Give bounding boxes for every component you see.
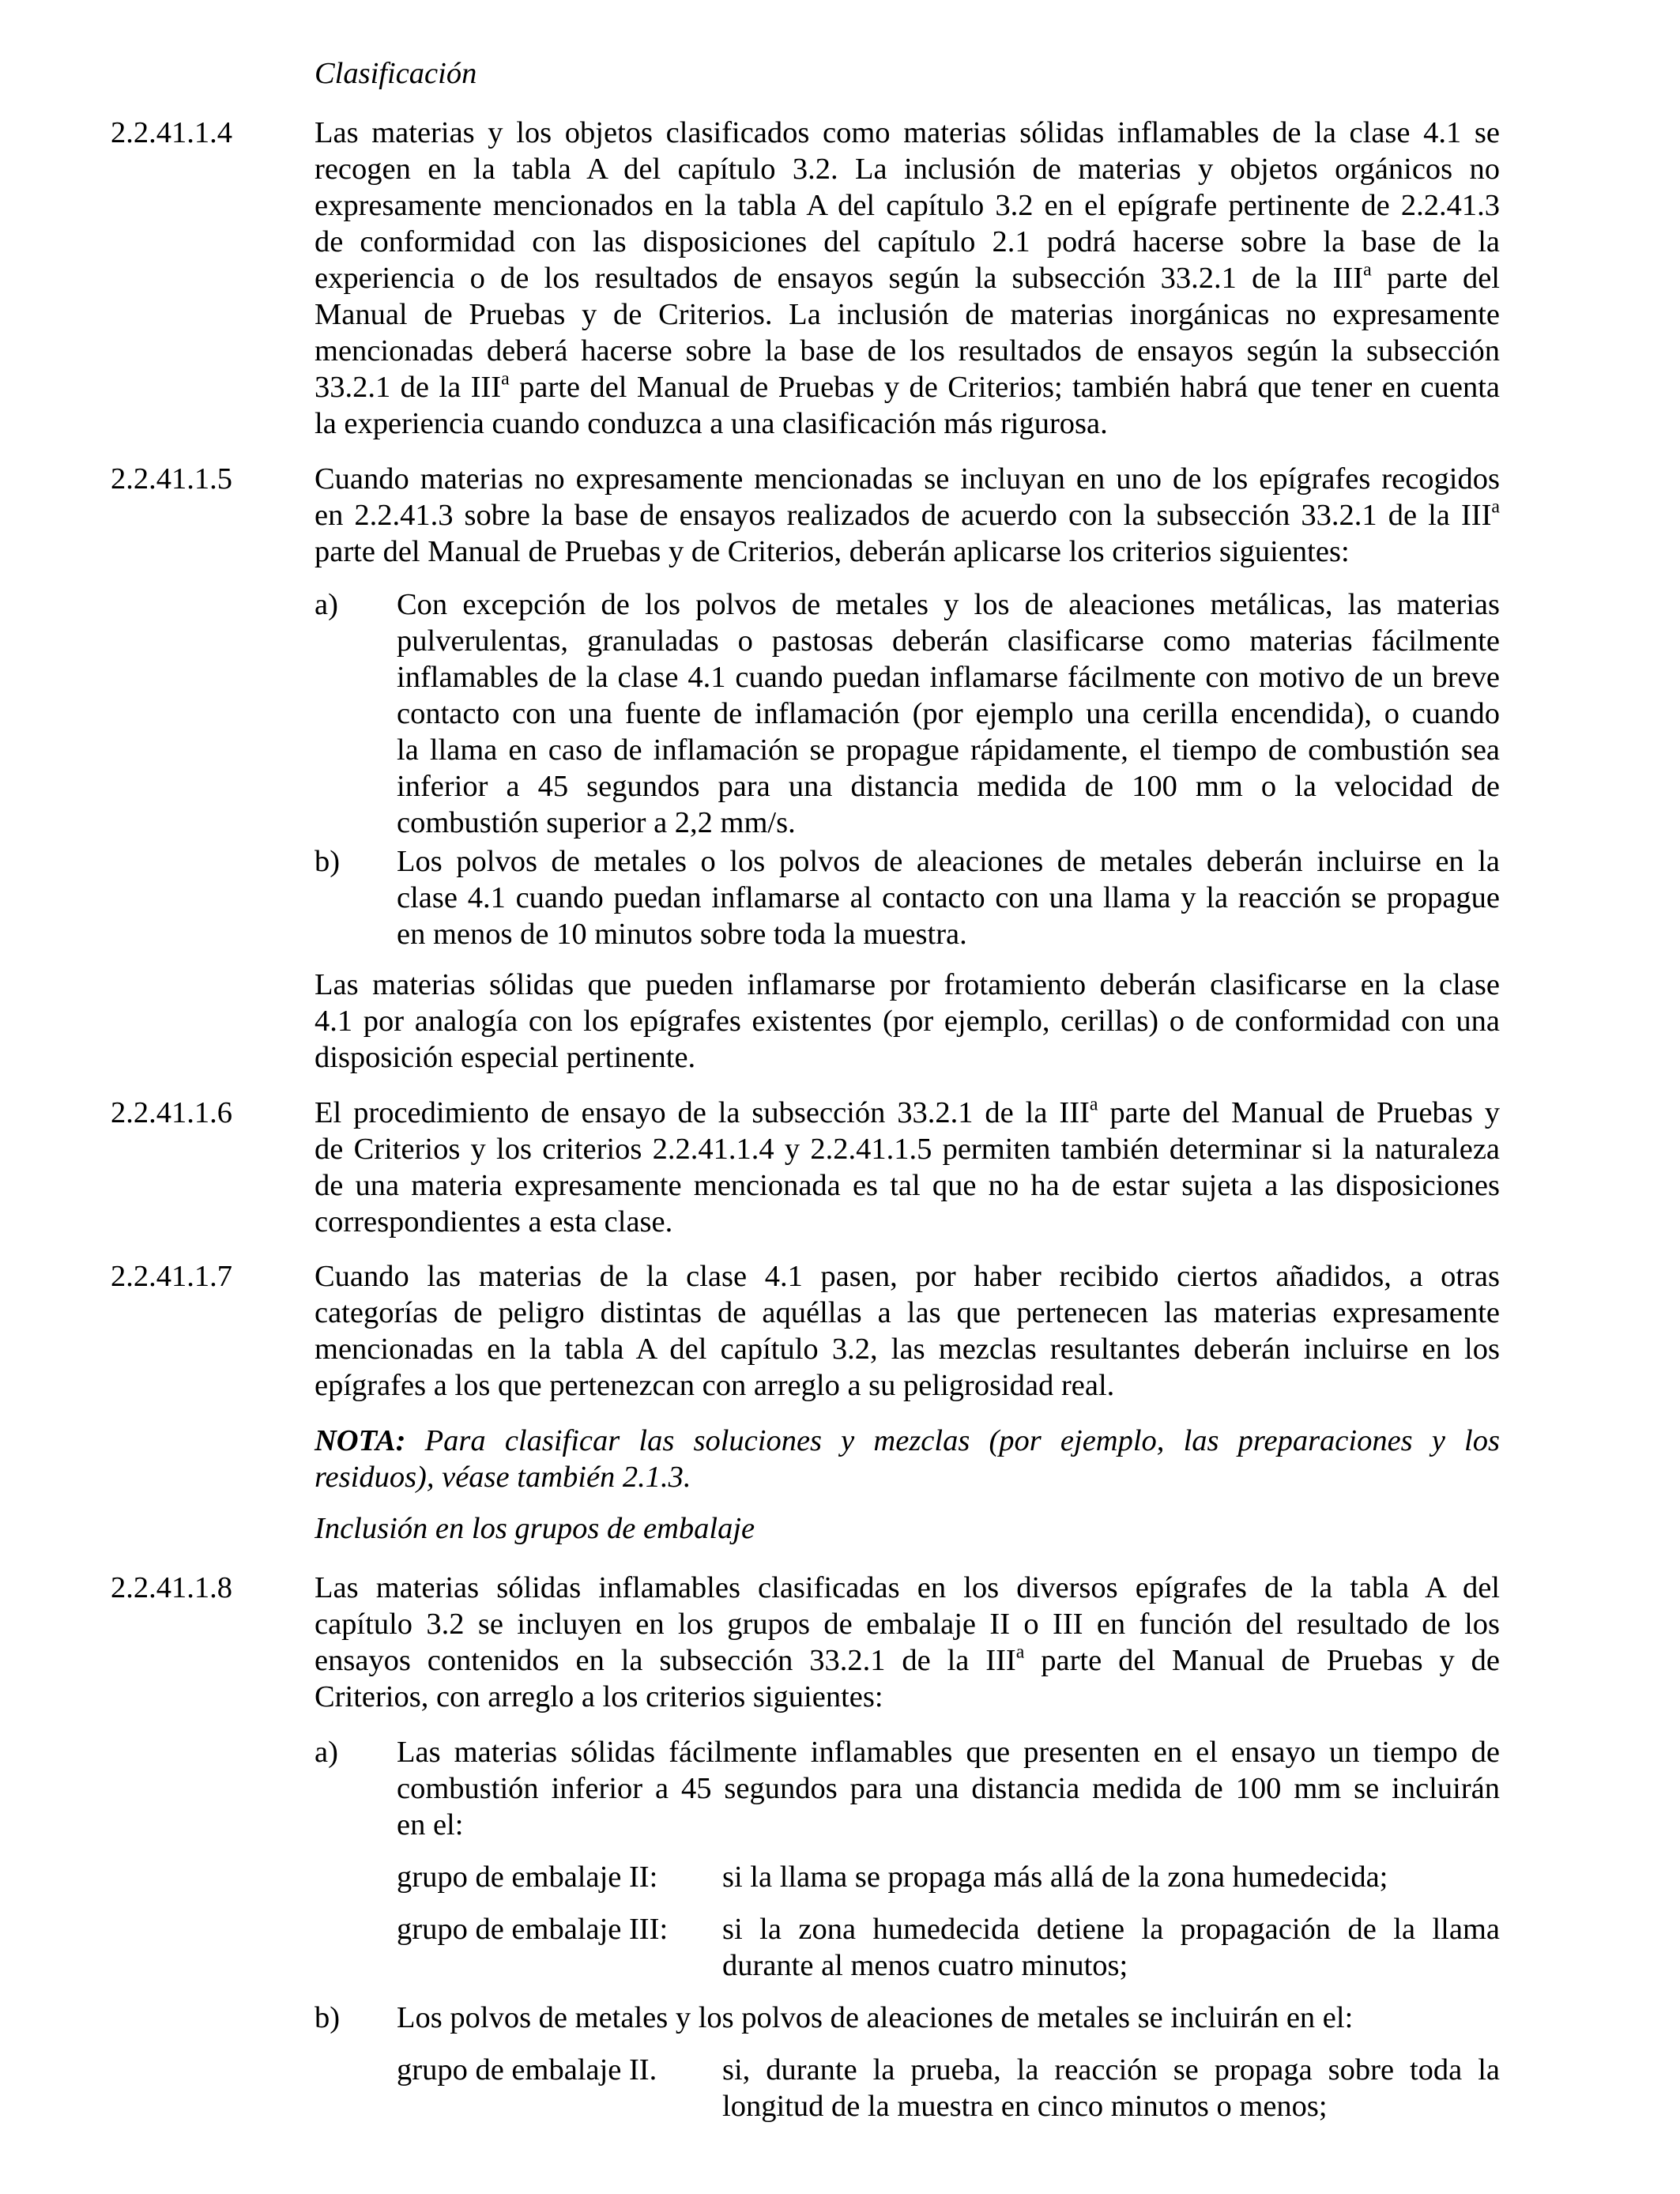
- text-line: Las materias sólidas inflamables clasificadas en los diversos epígrafes de la tabla A del: [315, 1571, 1500, 1604]
- paragraph-number-2-2-41-1-7: 2.2.41.1.7: [111, 1260, 232, 1293]
- paragraph-2-2-41-1-5-closing: [315, 967, 1500, 1076]
- paragraph-2-2-41-1-5-intro: [315, 461, 1500, 570]
- text-line: ensayos contenidos en la subsección 33.2.1 de la III$^a$ parte del Manual de Pruebas y de: [315, 1642, 1501, 1677]
- text-line: recogen en la tabla A del capítulo 3.2. La inclusión de materias y objetos orgánicos no: [315, 153, 1500, 186]
- text-line: Los polvos de metales y los polvos de aleaciones de metales se incluirán en el:: [397, 2001, 1354, 2034]
- list-marker-a: a): [315, 588, 338, 621]
- nota-block: [315, 1423, 1500, 1495]
- paragraph-2-2-41-1-8: [315, 1570, 1500, 1715]
- text-line: Cuando materias no expresamente mencionadas se incluyan en uno de los epígrafes recogidos: [315, 462, 1500, 496]
- text-line: contacto con una fuente de inflamación (por ejemplo una cerilla encendida), o cuando: [397, 697, 1500, 730]
- text-line: Los polvos de metales o los polvos de aleaciones de metales deberán incluirse en la: [397, 845, 1500, 878]
- packing-group-label: grupo de embalaje II:: [397, 1860, 658, 1894]
- packing-group-condition: [722, 1859, 1500, 1895]
- text-line: Las materias sólidas que pueden inflamarse por frotamiento deberán clasificarse en la clase: [315, 968, 1500, 1001]
- text-line: pulverulentas, granuladas o pastosas deberán clasificarse como materias fácilmente: [397, 624, 1500, 658]
- section-heading-clasificacion: Clasificación: [315, 57, 477, 90]
- text-line: de conformidad con las disposiciones del capítulo 2.1 podrá hacerse sobre la base de la: [315, 225, 1500, 258]
- text-line: correspondientes a esta clase.: [315, 1205, 673, 1238]
- text-line: inflamables de la clase 4.1 cuando puedan inflamarse fácilmente con motivo de un breve: [397, 661, 1500, 694]
- list-item-a-criteria: [397, 586, 1500, 841]
- list-item-b-packing: [397, 2000, 1500, 2036]
- text-line: residuos), véase también 2.1.3.: [315, 1461, 691, 1494]
- text-line: inferior a 45 segundos para una distancia medida de 100 mm o la velocidad de: [397, 770, 1500, 803]
- text-line: parte del Manual de Pruebas y de Criterios, deberán aplicarse los criterios siguientes:: [315, 535, 1350, 568]
- packing-group-label: grupo de embalaje II.: [397, 2053, 657, 2087]
- text-line: de Criterios y los criterios 2.2.41.1.4 y 2.2.41.1.5 permiten también determinar si la naturaleza: [315, 1133, 1500, 1166]
- text-line: Con excepción de los polvos de metales y los de aleaciones metálicas, las materias: [397, 588, 1500, 621]
- text-line: si la zona humedecida detiene la propagación de la llama: [722, 1913, 1500, 1946]
- nota-label: NOTA:: [315, 1424, 406, 1457]
- list-marker-b: b): [315, 2001, 341, 2034]
- paragraph-number-2-2-41-1-5: 2.2.41.1.5: [111, 462, 232, 496]
- text-line: combustión superior a 2,2 mm/s.: [397, 806, 796, 839]
- text-line: mencionadas en la tabla A del capítulo 3.2, las mezclas resultantes deberán incluirse en los: [315, 1333, 1500, 1366]
- section-heading-inclusion: Inclusión en los grupos de embalaje: [315, 1512, 755, 1545]
- text-line: experiencia o de los resultados de ensayos según la subsección 33.2.1 de la III$^a$ parte del: [315, 259, 1501, 295]
- text-line: la llama en caso de inflamación se propague rápidamente, el tiempo de combustión sea: [397, 733, 1500, 767]
- paragraph-2-2-41-1-6: [315, 1095, 1500, 1240]
- list-marker-a: a): [315, 1736, 338, 1769]
- text-line: si, durante la prueba, la reacción se propaga sobre toda la: [722, 2053, 1500, 2087]
- text-line: durante al menos cuatro minutos;: [722, 1949, 1128, 1982]
- paragraph-number-2-2-41-1-6: 2.2.41.1.6: [111, 1096, 232, 1129]
- text-line: en 2.2.41.3 sobre la base de ensayos realizados de acuerdo con la subsección 33.2.1 de la III$^a$: [315, 496, 1500, 532]
- packing-group-condition: [722, 1911, 1500, 1984]
- text-line: Las materias sólidas fácilmente inflamables que presenten en el ensayo un tiempo de: [397, 1736, 1500, 1769]
- text-line: expresamente mencionados en la tabla A del capítulo 3.2 en el epígrafe pertinente de 2.2.41.3: [315, 189, 1500, 222]
- text-line: en el:: [397, 1808, 464, 1842]
- text-line: categorías de peligro distintas de aquéllas a las que pertenecen las materias expresamente: [315, 1296, 1500, 1329]
- text-line: Manual de Pruebas y de Criterios. La inclusión de materias inorgánicas no expresamente: [315, 298, 1500, 331]
- text-line: clase 4.1 cuando puedan inflamarse al contacto con una llama y la reacción se propague: [397, 881, 1500, 914]
- paragraph-2-2-41-1-4: [315, 115, 1500, 442]
- list-marker-b: b): [315, 845, 341, 878]
- text-line: mencionadas deberá hacerse sobre la base de los resultados de ensayos según la subsección: [315, 334, 1500, 368]
- text-line: si la llama se propaga más allá de la zona humedecida;: [722, 1860, 1388, 1894]
- text-line: combustión inferior a 45 segundos para una distancia medida de 100 mm se incluirán: [397, 1772, 1500, 1805]
- text-line: longitud de la muestra en cinco minutos o menos;: [722, 2090, 1328, 2123]
- text-line: Las materias y los objetos clasificados como materias sólidas inflamables de la clase 4.1 se: [315, 116, 1500, 149]
- text-line: Cuando las materias de la clase 4.1 pasen, por haber recibido ciertos añadidos, a otras: [315, 1260, 1500, 1293]
- text-line: 33.2.1 de la III$^a$ parte del Manual de Pruebas y de Criterios; también habrá que tener en cuenta: [315, 368, 1500, 404]
- paragraph-number-2-2-41-1-4: 2.2.41.1.4: [111, 116, 232, 149]
- list-item-a-packing: [397, 1734, 1500, 1843]
- text-line: NOTA: Para clasificar las soluciones y mezclas (por ejemplo, las preparaciones y los: [315, 1424, 1500, 1457]
- text-line: 4.1 por analogía con los epígrafes existentes (por ejemplo, cerillas) o de conformidad con una: [315, 1005, 1500, 1038]
- packing-group-condition: [722, 2052, 1500, 2124]
- text-line: El procedimiento de ensayo de la subsección 33.2.1 de la III$^a$ parte del Manual de Pruebas y: [315, 1094, 1500, 1129]
- text-line: en menos de 10 minutos sobre toda la muestra.: [397, 918, 967, 951]
- list-item-b-criteria: [397, 843, 1500, 952]
- paragraph-2-2-41-1-7: [315, 1258, 1500, 1404]
- text-line: disposición especial pertinente.: [315, 1041, 696, 1074]
- text-line: epígrafes a los que pertenezcan con arreglo a su peligrosidad real.: [315, 1369, 1115, 1402]
- text-line: la experiencia cuando conduzca a una clasificación más rigurosa.: [315, 407, 1108, 440]
- packing-group-label: grupo de embalaje III:: [397, 1913, 669, 1946]
- text-line: Criterios, con arreglo a los criterios siguientes:: [315, 1680, 883, 1713]
- paragraph-number-2-2-41-1-8: 2.2.41.1.8: [111, 1571, 232, 1604]
- text-line: capítulo 3.2 se incluyen en los grupos de embalaje II o III en función del resultado de los: [315, 1608, 1500, 1641]
- text-line: de una materia expresamente mencionada es tal que no ha de estar sujeta a las disposiciones: [315, 1169, 1500, 1202]
